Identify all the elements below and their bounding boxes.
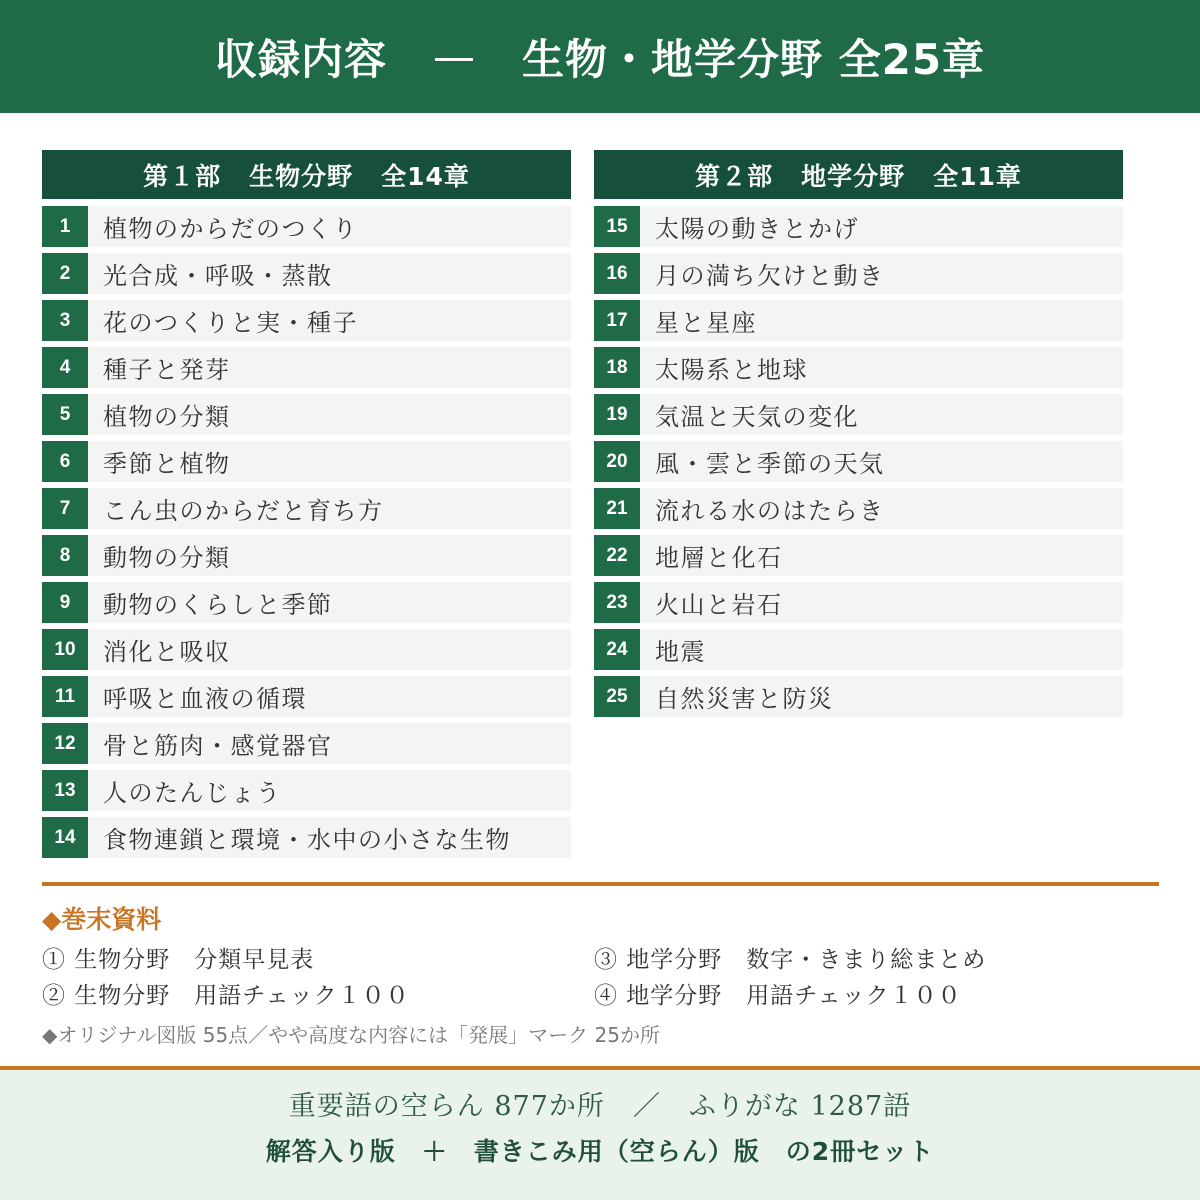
appendix-note: ◆オリジナル図版 55点／やや高度な内容には「発展」マーク 25か所 <box>42 1023 660 1047</box>
chapter-number: 2 <box>42 253 88 294</box>
chapter-title: 季節と植物 <box>103 450 231 478</box>
part1-field: 生物分野 <box>249 161 354 191</box>
chapter-number: 11 <box>42 676 88 717</box>
chapter-row <box>594 300 1123 341</box>
chapter-row <box>594 347 1123 388</box>
chapter-row <box>42 253 571 294</box>
chapter-number: 25 <box>594 676 640 717</box>
chapter-title: 地層と化石 <box>655 544 783 572</box>
chapter-number: 18 <box>594 347 640 388</box>
chapter-row <box>594 582 1123 623</box>
chapter-title: 流れる水のはたらき <box>655 497 885 525</box>
chapter-row <box>594 488 1123 529</box>
chapter-row <box>42 441 571 482</box>
chapter-title: 自然災害と防災 <box>655 685 834 713</box>
chapter-title: 種子と発芽 <box>103 356 231 384</box>
chapter-title: 植物の分類 <box>103 403 231 431</box>
part2-chapter-list <box>594 206 1123 717</box>
part1-count: 全14章 <box>381 161 470 191</box>
page-header <box>0 0 1200 113</box>
appendix-item-2: ② 生物分野 用語チェック１００ <box>42 983 410 1009</box>
chapter-number: 5 <box>42 394 88 435</box>
chapter-number: 9 <box>42 582 88 623</box>
chapter-number: 17 <box>594 300 640 341</box>
appendix-item-1: ① 生物分野 分類早見表 <box>42 947 315 973</box>
appendix-item-4: ④ 地学分野 用語チェック１００ <box>594 983 962 1009</box>
footer-stats: 重要語の空らん 877か所 ／ ふりがな 1287語 <box>288 1091 912 1122</box>
chapter-number: 19 <box>594 394 640 435</box>
footer-set-description: 解答入り版 ＋ 書きこみ用（空らん）版 の2冊セット <box>265 1137 935 1166</box>
chapter-title: 太陽系と地球 <box>655 356 808 384</box>
part1-column <box>42 150 571 864</box>
chapter-row <box>42 817 571 858</box>
chapter-row <box>42 206 571 247</box>
appendix-heading: ◆巻末資料 <box>42 905 162 934</box>
part2-column <box>594 150 1123 723</box>
chapter-title: 太陽の動きとかげ <box>655 215 859 243</box>
part2-label: 第２部 <box>695 161 774 191</box>
chapter-row <box>594 535 1123 576</box>
chapter-number: 22 <box>594 535 640 576</box>
chapter-number: 24 <box>594 629 640 670</box>
chapter-title: 呼吸と血液の循環 <box>103 685 307 713</box>
chapter-number: 21 <box>594 488 640 529</box>
chapter-title: 骨と筋肉・感覚器官 <box>103 732 333 760</box>
chapter-title: 気温と天気の変化 <box>655 403 859 431</box>
chapter-number: 8 <box>42 535 88 576</box>
part2-field: 地学分野 <box>801 161 906 191</box>
chapter-title: 星と星座 <box>655 309 757 337</box>
part1-label: 第１部 <box>143 161 222 191</box>
chapter-number: 3 <box>42 300 88 341</box>
chapter-row <box>42 300 571 341</box>
chapter-number: 12 <box>42 723 88 764</box>
chapter-title: 花のつくりと実・種子 <box>103 309 358 337</box>
chapter-title: 人のたんじょう <box>103 779 282 807</box>
chapter-row <box>594 629 1123 670</box>
chapter-row <box>594 441 1123 482</box>
chapter-row <box>42 676 571 717</box>
orange-divider <box>42 882 1159 886</box>
appendix-item-3: ③ 地学分野 数字・きまり総まとめ <box>594 947 987 973</box>
chapter-title: 植物のからだのつくり <box>103 215 358 243</box>
chapter-row <box>594 206 1123 247</box>
part1-heading <box>42 150 571 199</box>
chapter-number: 20 <box>594 441 640 482</box>
part1-chapter-list <box>42 206 571 858</box>
chapter-row <box>42 488 571 529</box>
chapter-row <box>594 394 1123 435</box>
chapter-title: 火山と岩石 <box>655 591 783 619</box>
chapter-title: 風・雲と季節の天気 <box>655 450 885 478</box>
chapter-number: 7 <box>42 488 88 529</box>
chapter-number: 23 <box>594 582 640 623</box>
chapter-row <box>42 723 571 764</box>
chapter-title: 地震 <box>655 638 706 666</box>
header-title-left: 収録内容 <box>214 34 387 84</box>
chapter-row <box>42 770 571 811</box>
part2-heading <box>594 150 1123 199</box>
chapter-number: 14 <box>42 817 88 858</box>
chapter-row <box>594 676 1123 717</box>
chapter-number: 4 <box>42 347 88 388</box>
chapter-number: 13 <box>42 770 88 811</box>
footer-banner <box>0 1066 1200 1200</box>
chapter-title: 月の満ち欠けと動き <box>655 262 885 290</box>
header-dash: — <box>432 32 476 81</box>
chapter-number: 6 <box>42 441 88 482</box>
chapter-row <box>42 629 571 670</box>
chapter-row <box>594 253 1123 294</box>
chapter-row <box>42 347 571 388</box>
chapter-number: 1 <box>42 206 88 247</box>
chapter-title: 動物の分類 <box>103 544 231 572</box>
part2-count: 全11章 <box>933 161 1022 191</box>
header-title-right: 生物・地学分野 全25章 <box>521 34 986 84</box>
chapter-title: 動物のくらしと季節 <box>103 591 333 619</box>
chapter-row <box>42 582 571 623</box>
chapter-title: 光合成・呼吸・蒸散 <box>103 262 333 290</box>
chapter-title: こん虫のからだと育ち方 <box>103 497 384 525</box>
chapter-number: 16 <box>594 253 640 294</box>
chapter-row <box>42 394 571 435</box>
chapter-title: 食物連鎖と環境・水中の小さな生物 <box>103 826 511 854</box>
chapter-row <box>42 535 571 576</box>
chapter-title: 消化と吸収 <box>103 638 231 666</box>
chapter-number: 15 <box>594 206 640 247</box>
chapter-number: 10 <box>42 629 88 670</box>
